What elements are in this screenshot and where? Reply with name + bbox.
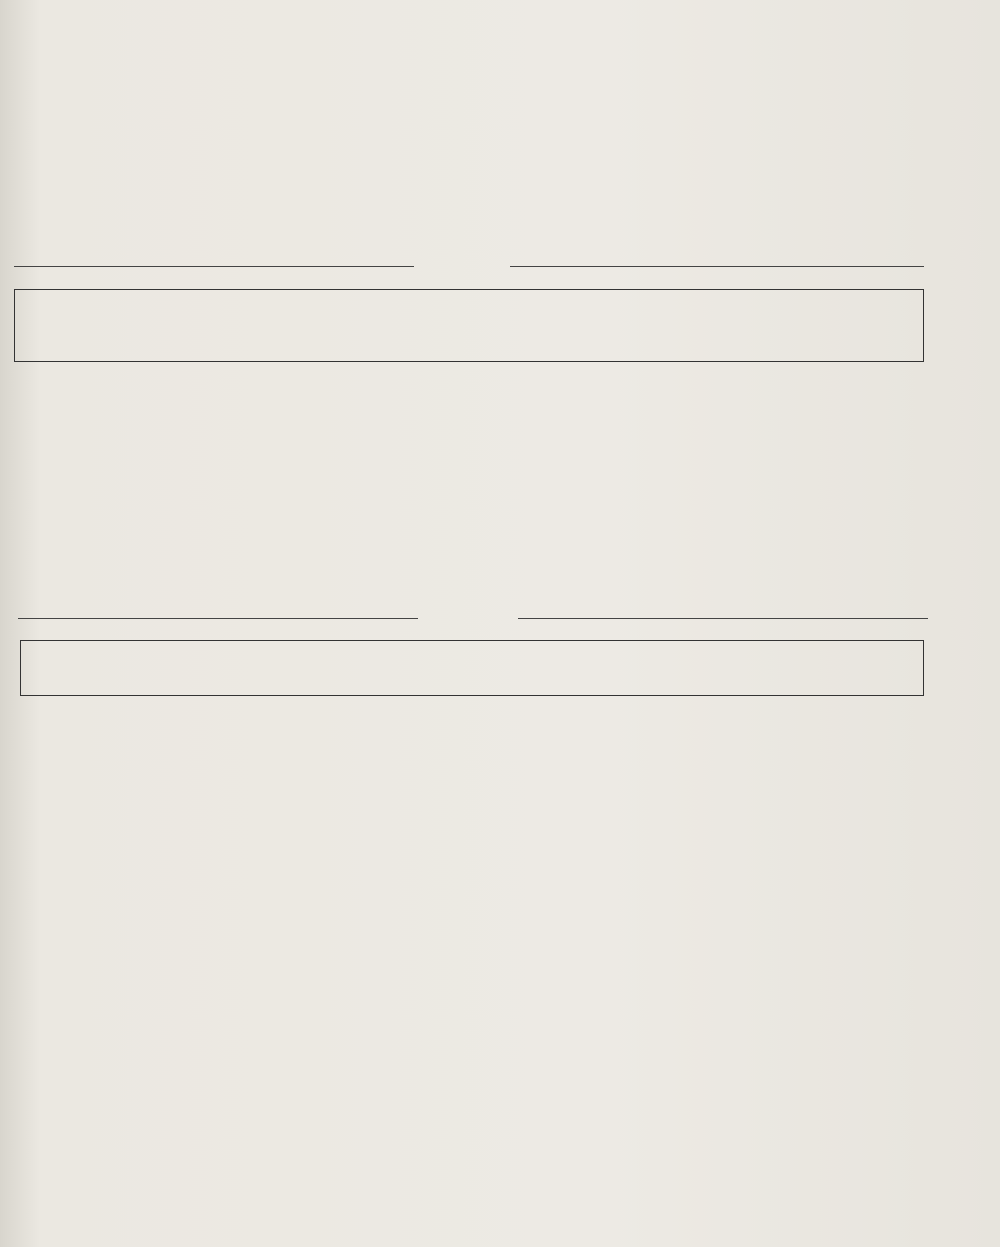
- task3-instructions: [20, 640, 924, 696]
- task2-instructions: [14, 289, 924, 362]
- task3-header: [18, 608, 928, 628]
- liveworksheets-logo-icon: [968, 1219, 988, 1239]
- task2-header: [14, 256, 924, 276]
- liveworksheets-logo: [968, 1219, 992, 1239]
